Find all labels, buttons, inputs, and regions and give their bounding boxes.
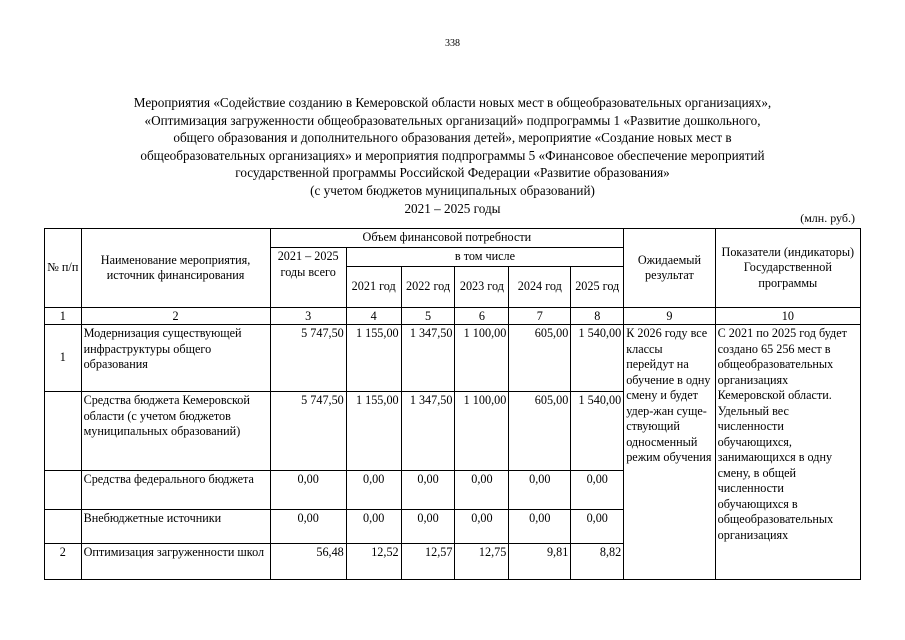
- row-2023: 0,00: [455, 471, 509, 510]
- column-number: 4: [346, 308, 401, 325]
- row-num: [45, 392, 82, 471]
- row-2023: 1 100,00: [455, 325, 509, 392]
- row-num: 2: [45, 544, 82, 580]
- row-total: 5 747,50: [270, 392, 346, 471]
- row-2022: 0,00: [401, 471, 455, 510]
- column-number: 10: [715, 308, 860, 325]
- row-2025: 1 540,00: [571, 325, 624, 392]
- title-line: «Оптимизация загруженности общеобразовательных организаций» подпрограммы 1 «Развитие дошкольного,: [144, 112, 761, 128]
- title-line: (с учетом бюджетов муниципальных образований): [310, 182, 595, 198]
- header-year: 2023 год: [455, 267, 509, 308]
- header-indicators: Показатели (индикаторы) Государственной программы: [715, 229, 860, 308]
- page-number: 338: [445, 38, 460, 49]
- header-year: 2021 год: [346, 267, 401, 308]
- expected-result: К 2026 году все классы перейдут на обучение в одну смену и будет удер-жан суще-ствующий односменный режим обучения: [624, 325, 715, 580]
- header-num: № п/п: [45, 229, 82, 308]
- row-total: 0,00: [270, 510, 346, 544]
- row-2024: 9,81: [509, 544, 571, 580]
- header-volume: Объем финансовой потребности: [270, 229, 624, 248]
- header-year: 2024 год: [509, 267, 571, 308]
- column-number: 9: [624, 308, 715, 325]
- row-name: Средства федерального бюджета: [81, 471, 270, 510]
- financing-table: [44, 228, 861, 580]
- header-incl: в том числе: [346, 248, 623, 267]
- row-2023: 1 100,00: [455, 392, 509, 471]
- row-total: 56,48: [270, 544, 346, 580]
- row-total: 5 747,50: [270, 325, 346, 392]
- row-2024: 0,00: [509, 510, 571, 544]
- row-num: 1: [45, 325, 82, 392]
- title-line: общеобразовательных организациях» и мероприятия подпрограммы 5 «Финансовое обеспечение мероприятий: [140, 147, 765, 163]
- header-name: Наименование мероприятия, источник финансирования: [81, 229, 270, 308]
- row-2022: 1 347,50: [401, 392, 455, 471]
- header-year: 2022 год: [401, 267, 455, 308]
- units-label: (млн. руб.): [800, 211, 855, 225]
- row-2021: 12,52: [346, 544, 401, 580]
- row-2024: 605,00: [509, 325, 571, 392]
- row-2021: 0,00: [346, 510, 401, 544]
- header-year: 2025 год: [571, 267, 624, 308]
- row-2025: 8,82: [571, 544, 624, 580]
- column-number: 6: [455, 308, 509, 325]
- row-name: Оптимизация загруженности школ: [81, 544, 270, 580]
- row-2021: 1 155,00: [346, 325, 401, 392]
- row-2023: 0,00: [455, 510, 509, 544]
- column-number: 3: [270, 308, 346, 325]
- row-2024: 0,00: [509, 471, 571, 510]
- row-2022: 0,00: [401, 510, 455, 544]
- title-line: 2021 – 2025 годы: [404, 200, 501, 216]
- column-number: 5: [401, 308, 455, 325]
- row-name: Средства бюджета Кемеровской области (с учетом бюджетов муниципальных образований): [81, 392, 270, 471]
- row-2022: 12,57: [401, 544, 455, 580]
- row-2021: 1 155,00: [346, 392, 401, 471]
- row-2025: 1 540,00: [571, 392, 624, 471]
- row-2025: 0,00: [571, 471, 624, 510]
- row-total: 0,00: [270, 471, 346, 510]
- title-line: Мероприятия «Содействие созданию в Кемеровской области новых мест в общеобразовательных организациях»,: [133, 95, 772, 110]
- row-2024: 605,00: [509, 392, 571, 471]
- program-indicators: С 2021 по 2025 год будет создано 65 256 мест в общеобразовательных организациях Кемеровской области. Удельный вес численности обучающихся, занимающихся в одну смену, в общей численности обучающихся в общеобразовательных организациях: [715, 325, 860, 580]
- row-num: [45, 471, 82, 510]
- row-name: Модернизация существующей инфраструктуры общего образования: [81, 325, 270, 392]
- row-name: Внебюджетные источники: [81, 510, 270, 544]
- column-number: 7: [509, 308, 571, 325]
- column-number: 8: [571, 308, 624, 325]
- document-title: [40, 94, 865, 217]
- title-line: общего образования и дополнительного образования детей», мероприятие «Создание новых мест в: [173, 130, 732, 146]
- header-total: 2021 – 2025 годы всего: [270, 248, 346, 308]
- row-2022: 1 347,50: [401, 325, 455, 392]
- row-2023: 12,75: [455, 544, 509, 580]
- header-result: Ожидаемый результат: [624, 229, 715, 308]
- column-number: 1: [45, 308, 82, 325]
- column-number-row: [45, 308, 861, 325]
- column-number: 2: [81, 308, 270, 325]
- title-line: государственной программы Российской Федерации «Развитие образования»: [235, 165, 670, 181]
- row-num: [45, 510, 82, 544]
- table-row: [45, 325, 861, 392]
- row-2021: 0,00: [346, 471, 401, 510]
- header-row: [45, 229, 861, 248]
- row-2025: 0,00: [571, 510, 624, 544]
